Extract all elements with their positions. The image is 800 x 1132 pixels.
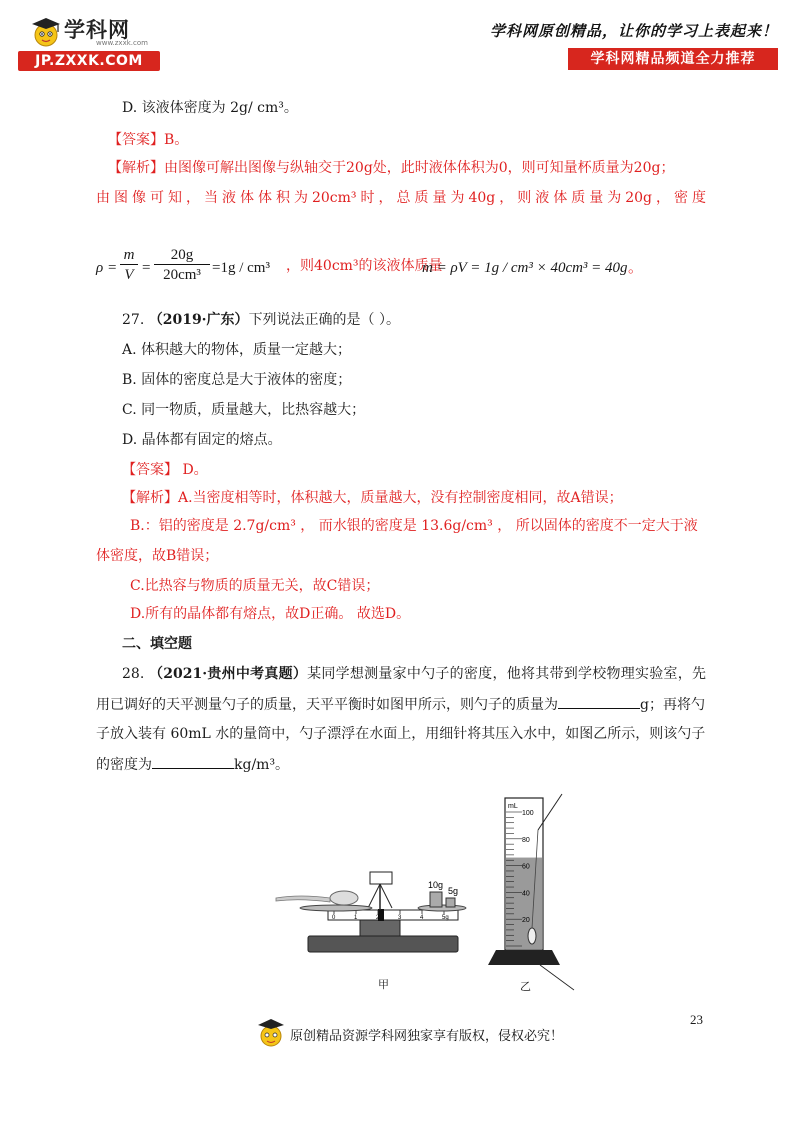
q28-number: 28. bbox=[122, 666, 145, 682]
q27-answer bbox=[122, 460, 208, 480]
answer-label: 【答案】 bbox=[122, 462, 178, 478]
q28-line4 bbox=[96, 754, 289, 775]
q27-analysis-d: D.所有的晶体都有熔点，故D正确。 故选D。 bbox=[130, 606, 411, 622]
formula-result: =1g / cm³ bbox=[212, 260, 270, 276]
q28-line4-b: kg/m³。 bbox=[234, 757, 290, 773]
weight-10g bbox=[430, 892, 442, 907]
logo-name: 学科网 bbox=[64, 18, 130, 42]
scale-tick-label: 2 bbox=[376, 915, 380, 921]
scale-tick-label: 5g bbox=[442, 915, 449, 921]
cylinder-tick-label: 60 bbox=[522, 863, 530, 871]
support-right bbox=[380, 884, 392, 908]
cylinder-pointer-line bbox=[540, 965, 574, 990]
q26-option-d: D. 该液体密度为 2g/ cm³。 bbox=[122, 100, 298, 116]
formula-equals-2: = bbox=[142, 260, 151, 276]
q27-text: 下列说法正确的是（ ）。 bbox=[248, 312, 401, 328]
q27-analysis-c: C.比热容与物质的质量无关，故C错误； bbox=[130, 578, 380, 594]
analysis-text: 由图像可解出图像与纵轴交于20g处，此时液体体积为0，则可知量杯质量为20g； bbox=[164, 160, 675, 176]
density-answer-blank[interactable] bbox=[152, 754, 234, 769]
q27-number: 27. bbox=[122, 312, 145, 328]
spoon-handle bbox=[276, 896, 330, 902]
cylinder-tick-label: 40 bbox=[522, 890, 530, 898]
scale-tick-label: 3 bbox=[398, 915, 402, 921]
q27-option-c: C. 同一物质，质量越大，比热容越大； bbox=[122, 402, 366, 418]
frac-m: m bbox=[120, 246, 138, 265]
experiment-figure bbox=[270, 790, 590, 1000]
formula-rho: ρ bbox=[96, 260, 104, 276]
weight-5g bbox=[446, 898, 455, 907]
answer-label: 【答案】 bbox=[108, 132, 164, 148]
mass-answer-blank[interactable] bbox=[558, 694, 640, 709]
analysis-text: A.当密度相等时，体积越大，质量越大，没有控制密度相同，故A错误； bbox=[178, 490, 623, 506]
q26-analysis-line2: 由图像可知，当液体体积为20cm³时，总质量为40g，则液体质量为20g，密度 bbox=[96, 190, 706, 206]
cylinder-tick-label: 80 bbox=[522, 836, 530, 844]
formula-m-over-v bbox=[120, 246, 138, 285]
q26-answer bbox=[108, 130, 188, 150]
left-pan bbox=[300, 905, 372, 911]
footer-copyright: 原创精品资源学科网独家享有版权，侵权必究！ bbox=[290, 1029, 564, 1044]
cylinder-base bbox=[488, 950, 560, 965]
formula-equals: = bbox=[108, 260, 117, 276]
logo-url-banner: JP.ZXXK.COM bbox=[18, 51, 160, 71]
q27-option-a: A. 体积越大的物体，质量一定越大； bbox=[122, 342, 352, 358]
page-number: 23 bbox=[690, 1012, 703, 1027]
spoon-bowl bbox=[330, 891, 358, 905]
footer-mascot-icon bbox=[256, 1016, 286, 1050]
header-slogan: 学科网原创精品，让你的学习上表起来！ bbox=[489, 22, 778, 40]
analysis-label: 【解析】 bbox=[122, 490, 178, 506]
logo-subtitle: www.zxxk.com bbox=[96, 39, 148, 47]
q28-line3: 子放入装有 60mL 水的量筒中，勺子漂浮在水面上，用细针将其压入水中，如图乙所示，则该勺子 bbox=[96, 726, 706, 742]
scale-tick-label: 4 bbox=[420, 915, 424, 921]
q27-option-b: B. 固体的密度总是大于液体的密度； bbox=[122, 372, 352, 388]
cylinder-unit-label: mL bbox=[508, 803, 518, 810]
formula-middle-text: ，则40cm³的该液体质量 bbox=[286, 258, 443, 274]
page-header bbox=[0, 0, 800, 80]
balance-base bbox=[308, 936, 458, 952]
formula-fraction bbox=[154, 246, 210, 285]
submerged-spoon bbox=[528, 928, 536, 944]
formula-mass: m = ρV = 1g / cm³ × 40cm³ = 40g bbox=[422, 260, 628, 276]
answer-value: D。 bbox=[178, 462, 208, 478]
density-formula bbox=[96, 244, 656, 294]
q28-line2-a: 用已调好的天平测量勺子的质量，天平平衡时如图甲所示，则勺子的质量为 bbox=[96, 697, 558, 713]
q28-line1 bbox=[122, 664, 706, 684]
figure-caption-yi: 乙 bbox=[520, 980, 531, 993]
section-title: 二、填空题 bbox=[122, 636, 192, 652]
q28-line2 bbox=[96, 694, 705, 715]
balance-dial bbox=[370, 872, 392, 884]
q27-stem bbox=[122, 310, 400, 330]
frac-denominator: 20cm³ bbox=[163, 267, 201, 283]
q27-analysis-b1: B.：铝的密度是 2.7g/cm³ ， 而水银的密度是 13.6g/cm³ ， 所以固体的密度不一定大于液 bbox=[130, 518, 698, 534]
weight-10g-label: 10g bbox=[428, 880, 444, 890]
q27-analysis-a bbox=[122, 488, 623, 508]
scale-tick-label: 1 bbox=[354, 915, 358, 921]
cylinder-tick-label: 20 bbox=[522, 917, 530, 925]
mascot-logo-icon bbox=[28, 14, 64, 50]
balance-beam-scale bbox=[328, 910, 458, 920]
figure-svg bbox=[270, 790, 590, 1000]
q27-option-d: D. 晶体都有固定的熔点。 bbox=[122, 432, 282, 448]
channel-banner: 学科网精品频道全力推荐 bbox=[568, 48, 778, 70]
formula-end: 。 bbox=[628, 260, 644, 276]
q28-line4-a: 的密度为 bbox=[96, 757, 152, 773]
q27-analysis-b2: 体密度，故B错误； bbox=[96, 548, 219, 564]
q28-line2-b: g；再将勺 bbox=[640, 697, 705, 713]
q28-source: （2021·贵州中考真题） bbox=[148, 666, 308, 682]
scale-tick-label: 0 bbox=[332, 915, 336, 921]
support-left bbox=[368, 884, 380, 908]
q26-analysis-line1 bbox=[108, 158, 674, 178]
frac-v: V bbox=[124, 267, 134, 283]
figure-caption-jia: 甲 bbox=[378, 978, 389, 991]
analysis-label: 【解析】 bbox=[108, 160, 164, 176]
cylinder-tick-label: 100 bbox=[522, 810, 534, 817]
q28-text: 某同学想测量家中勺子的密度，他将其带到学校物理实验室，先 bbox=[307, 666, 707, 682]
q27-source: （2019·广东） bbox=[148, 312, 249, 328]
answer-value: B。 bbox=[164, 132, 189, 148]
frac-numerator: 20g bbox=[154, 246, 210, 265]
weight-5g-label: 5g bbox=[448, 886, 459, 896]
